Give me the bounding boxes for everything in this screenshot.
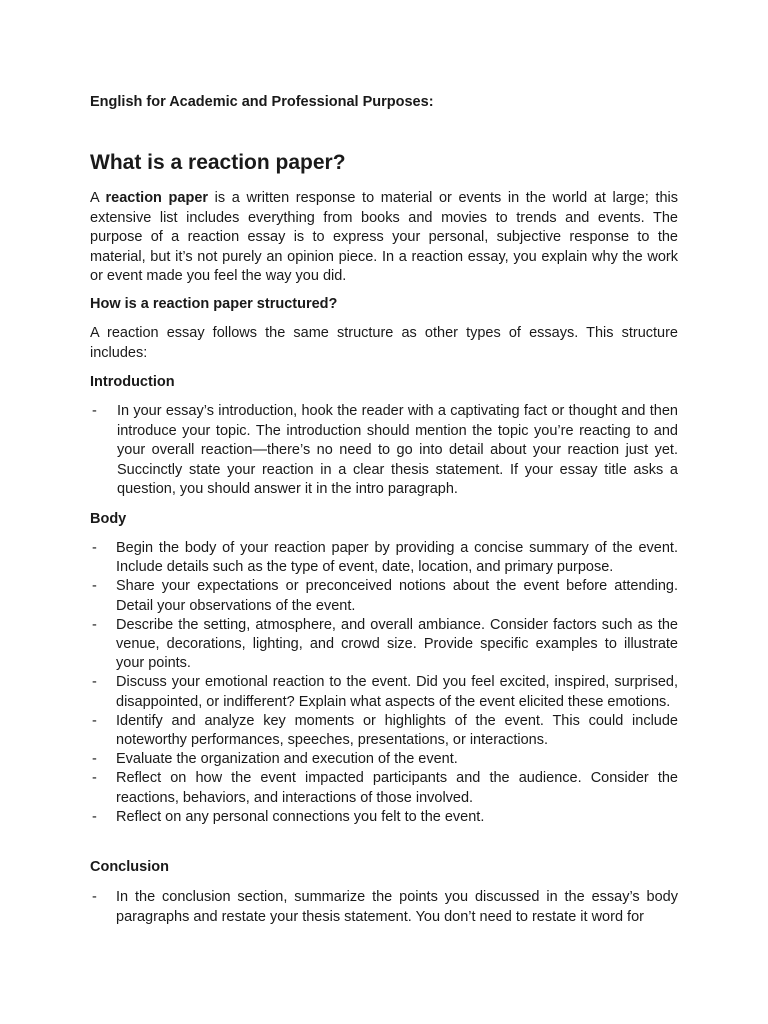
list-item-text: In the conclusion section, summarize the points you discussed in the essay’s body paragraphs and restate your thesis statement. You don’t need to restate it word for <box>116 889 678 925</box>
introduction-heading: Introduction <box>90 374 175 390</box>
introduction-list <box>90 402 678 500</box>
bullet-dash: - <box>92 770 97 787</box>
page-title: What is a reaction paper? <box>90 151 346 174</box>
list-item <box>90 673 678 711</box>
list-item <box>90 712 678 750</box>
list-item-text: Evaluate the organization and execution of the event. <box>116 751 458 768</box>
list-item-text: Begin the body of your reaction paper by providing a concise summary of the event. Include details such as the type of event, date, location, and primary purpose. <box>116 540 678 576</box>
conclusion-heading: Conclusion <box>90 859 169 875</box>
list-item-text: Share your expectations or preconceived notions about the event before attending. Detail your observations of the event. <box>116 578 678 614</box>
list-item-text: In your essay’s introduction, hook the reader with a captivating fact or thought and then introduce your topic. The introduction should mention the topic you’re reacting to and your overall reaction—there’s no need to go into detail about your reaction just yet. Succinctly state your reaction in a clear thesis statement. If your essay title asks a question, you should answer it in the intro paragraph. <box>117 403 678 498</box>
bullet-dash: - <box>92 540 97 556</box>
list-item-text: Identify and analyze key moments or highlights of the event. This could include noteworthy performances, speeches, presentations, or interactions. <box>116 712 678 749</box>
list-item <box>90 539 678 577</box>
bullet-dash: - <box>92 674 97 691</box>
conclusion-list <box>90 888 678 927</box>
list-item-text: Discuss your emotional reaction to the event. Did you feel excited, inspired, surprised, disappointed, or indifferent? Explain what aspects of the event elicited these emotions. <box>116 674 678 710</box>
list-item-text: Reflect on how the event impacted participants and the audience. Consider the reactions, behaviors, and interactions of those involved. <box>116 770 678 806</box>
bullet-dash: - <box>92 808 97 825</box>
structure-heading: How is a reaction paper structured? <box>90 296 338 312</box>
bullet-dash: - <box>92 616 97 633</box>
definition-text: is a written response to material or events in the world at large; this extensive list includes everything from books and movies to trends and events. The purpose of a reaction essay is to express your personal, subjective response to the material, but it’s not purely an opinion piece. In a reaction essay, you explain why the work or event made you feel the way you did. <box>90 190 679 284</box>
list-item <box>90 616 678 674</box>
bullet-dash: - <box>92 751 97 768</box>
list-item <box>90 888 678 927</box>
bullet-dash: - <box>92 403 97 419</box>
list-item <box>90 402 678 500</box>
body-heading: Body <box>90 511 127 527</box>
definition-term: reaction paper <box>105 190 209 206</box>
bullet-dash: - <box>92 578 97 595</box>
bullet-dash: - <box>92 889 97 905</box>
definition-paragraph <box>90 189 678 287</box>
course-title: English for Academic and Professional Purposes: <box>90 94 434 110</box>
body-list <box>90 539 678 827</box>
bullet-dash: - <box>92 712 97 729</box>
list-item-text: Reflect on any personal connections you felt to the event. <box>116 808 485 825</box>
list-item <box>90 577 678 615</box>
list-item <box>90 769 678 807</box>
list-item <box>90 750 678 769</box>
definition-prefix: A <box>90 190 106 206</box>
list-item-text: Describe the setting, atmosphere, and overall ambiance. Consider factors such as the venue, decorations, lighting, and crowd size. Provide specific examples to illustrate your points. <box>116 616 678 672</box>
list-item <box>90 808 678 827</box>
structure-paragraph: A reaction essay follows the same structure as other types of essays. This structure includes: <box>90 325 678 361</box>
